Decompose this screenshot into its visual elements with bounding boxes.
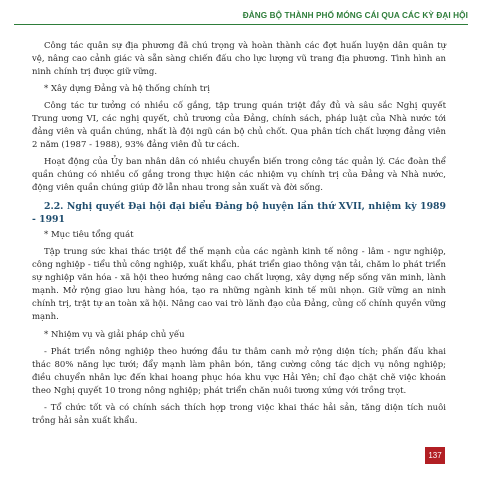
paragraph-peoples-committee: Hoạt động của Ủy ban nhân dân có nhiều chuyển biến trong công tác quản lý. Các đoàn thể quần chúng có nhiều cố gắng trong thực hiện các nhiệm vụ chính trị của Đảng và Nhà nước, động viên quần chúng giúp đỡ lẫn nhau trong sản xuất và đời sống. [32,157,446,193]
paragraph-military: Công tác quân sự địa phương đã chú trọng và hoàn thành các đợt huấn luyện dân quân tự vệ, nâng cao cảnh giác và sẵn sàng chiến đấu cho lực lượng vũ trang địa phương. Tình hình an ninh chính trị được giữ vững. [32,41,446,77]
paragraph-ideology: Công tác tư tưởng có nhiều cố gắng, tập trung quán triệt đầy đủ và sâu sắc Nghị quyết Trung ương VI, các nghị quyết, chủ trương của Đảng, chính sách, pháp luật của Nhà nước tới đảng viên và quần chúng, nhất là đội ngũ cán bộ chủ chốt. Qua phân tích chất lượng đảng viên 2 năm (1987 - 1988), 93% đảng viên đủ tư cách. [32,101,446,150]
subheading-tasks: * Nhiệm vụ và giải pháp chủ yếu [44,330,185,340]
paragraph-seafood: - Tổ chức tốt và có chính sách thích hợp trong việc khai thác hải sản, tăng diện tích nuôi trồng hải sản xuất khẩu. [32,403,446,426]
paragraph-agriculture: - Phát triển nông nghiệp theo hướng đầu tư thâm canh mở rộng diện tích; phấn đấu khai thác 80% năng lực tưới; đẩy mạnh làm phân bón, tăng cường công tác dịch vụ nông nghiệp; điều chuyển nhân lực đến khai hoang phục hóa khu vực Hải Yên; chỉ đạo chặt chẽ việc khoán theo Nghị quyết 10 trong nông nghiệp; phát triển chăn nuôi tương xứng với trồng trọt. [32,347,446,396]
section-heading: 2.2. Nghị quyết Đại hội đại biểu Đảng bộ huyện lần thứ XVII, nhiệm kỳ 1989 - 1991 [32,201,446,225]
running-header-title: ĐẢNG BỘ THÀNH PHỐ MÓNG CÁI QUA CÁC KỲ ĐẠI HỘI [242,11,468,20]
header-divider [14,24,468,25]
page-number-badge: 137 [425,447,445,464]
running-header [0,0,480,26]
body-text [32,40,446,432]
subheading-general-goal: * Mục tiêu tổng quát [44,230,134,240]
subheading-party-building: * Xây dựng Đảng và hệ thống chính trị [44,84,210,94]
paragraph-general-goal: Tập trung sức khai thác triệt để thế mạnh của các ngành kinh tế nông - lâm - ngư nghiệp, công nghiệp - tiểu thủ công nghiệp, xuất khẩu, phát triển giao thông vận tải, chăm lo phát triển sự nghiệp văn hóa - xã hội theo hướng nâng cao chất lượng, xây dựng nếp sống văn minh, lành mạnh. Mở rộng giao lưu hàng hóa, tạo ra những ngành kinh tế mũi nhọn. Giữ vững an ninh chính trị, trật tự an toàn xã hội. Nâng cao vai trò lãnh đạo của Đảng, củng cố chính quyền vững mạnh. [32,247,446,322]
